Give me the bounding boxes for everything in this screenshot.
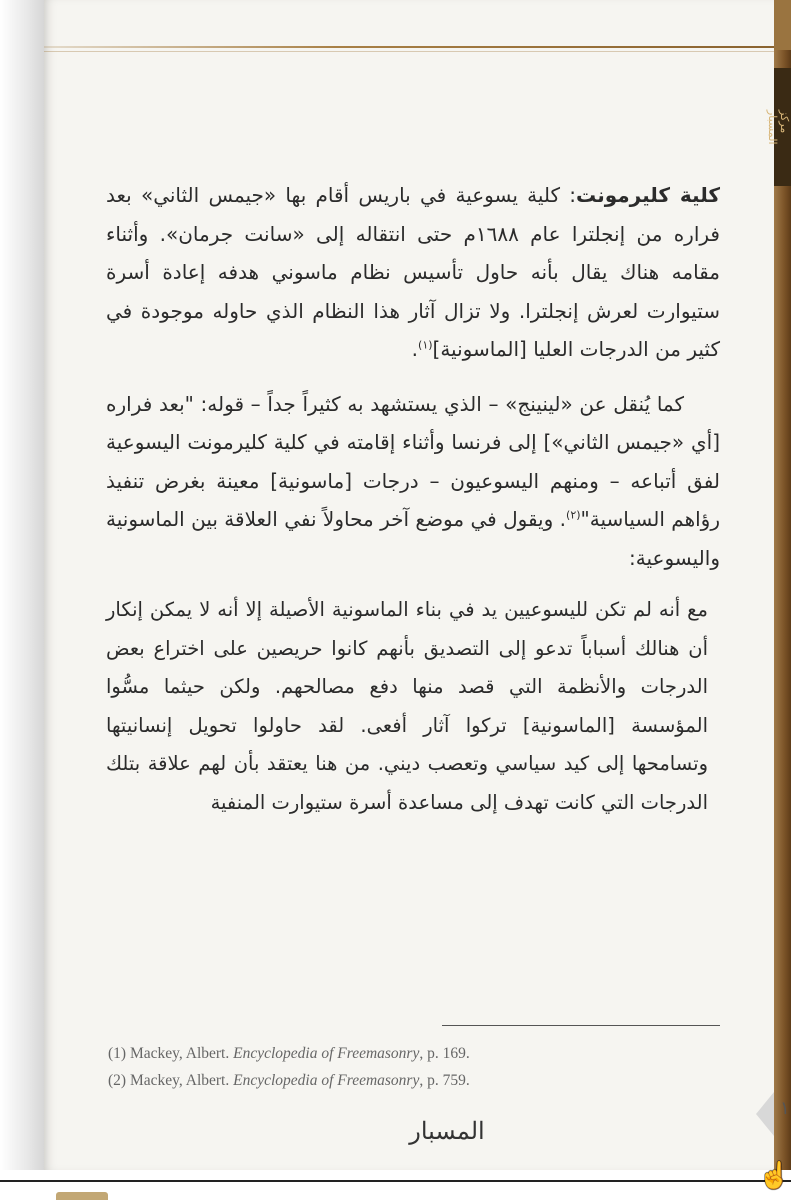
paragraph-2 [106,385,720,578]
defined-term: كلية كليرمونت [576,183,720,207]
bottom-divider [0,1180,791,1182]
paragraph-2-after: . ويقول في موضع آخر محاولاً نفي العلاقة بين الماسونية واليسوعية: [106,507,720,570]
header-rule-thin [44,51,774,52]
next-page-tab[interactable] [56,1192,108,1200]
block-quote: مع أنه لم تكن لليسوعيين يد في بناء الماسونية الأصيلة إلا أنه لا يمكن إنكار أن هنالك أسباباً تدعو إلى التصديق بأنهم كانوا حريصين على اختراع بعض الدرجات والأنظمة التي قصد منها دفع مصالحهم. ولكن حيثما مسُّوا المؤسسة [الماسونية] تركوا آثار أفعى. لقد حاولوا تحويل إنسانيتها وتسامحها إلى كيد سياسي وتعصب ديني. من هنا يعتقد بأن لهم علاقة بتلك الدرجات التي كانت تهدف إلى مساعدة أسرة ستيوارت المنفية [106,598,708,814]
paragraph-1 [106,176,720,369]
page-number: ١ [780,1098,790,1119]
footnotes [108,1040,708,1094]
page-tab-arrow-icon[interactable] [756,1092,774,1136]
header-rule [44,46,774,48]
publisher-logo: المسبار [409,1117,485,1145]
paragraph-2-text: كما يُنقل عن «لينينج» – الذي يستشهد به كثيراً جداً – قوله: "بعد فراره [أي «جيمس الثاني»] إلى فرنسا وأثناء إقامته في كلية كليرمونت اليسوعية لفق أتباعه – ومنهم اليسوعيون – درجات [ماسونية] معينة بغرض تنفيذ رؤاهم السياسية" [106,391,720,531]
hand-pointer-icon: ☝ [758,1161,791,1191]
body-text [106,176,720,822]
spine-logo: مركز المسبار [766,110,791,145]
footnote-ref-2[interactable]: (٢) [566,508,581,522]
spine-top-block [774,0,791,50]
paragraph-1-end: . [411,337,419,361]
footnote-1: (1) Mackey, Albert. Encyclopedia of Freemasonry, p. 169. [108,1045,470,1062]
footnote-rule [442,1025,720,1026]
book-left-edge [0,0,44,1170]
footnote-ref-1[interactable]: (١) [418,338,433,352]
footnote-2: (2) Mackey, Albert. Encyclopedia of Freemasonry, p. 759. [108,1072,470,1089]
paragraph-1-text: : كلية يسوعية في باريس أقام بها «جيمس الثاني» بعد فراره من إنجلترا عام ١٦٨٨م حتى انتقاله إلى «سانت جرمان». وأثناء مقامه هناك يقال بأنه حاول تأسيس نظام ماسوني هدفه إعادة أسرة ستيوارت لعرش إنجلترا. ولا تزال آثار هذا النظام الذي حاوله موجودة في كثير من الدرجات العليا [الماسونية] [106,183,720,361]
